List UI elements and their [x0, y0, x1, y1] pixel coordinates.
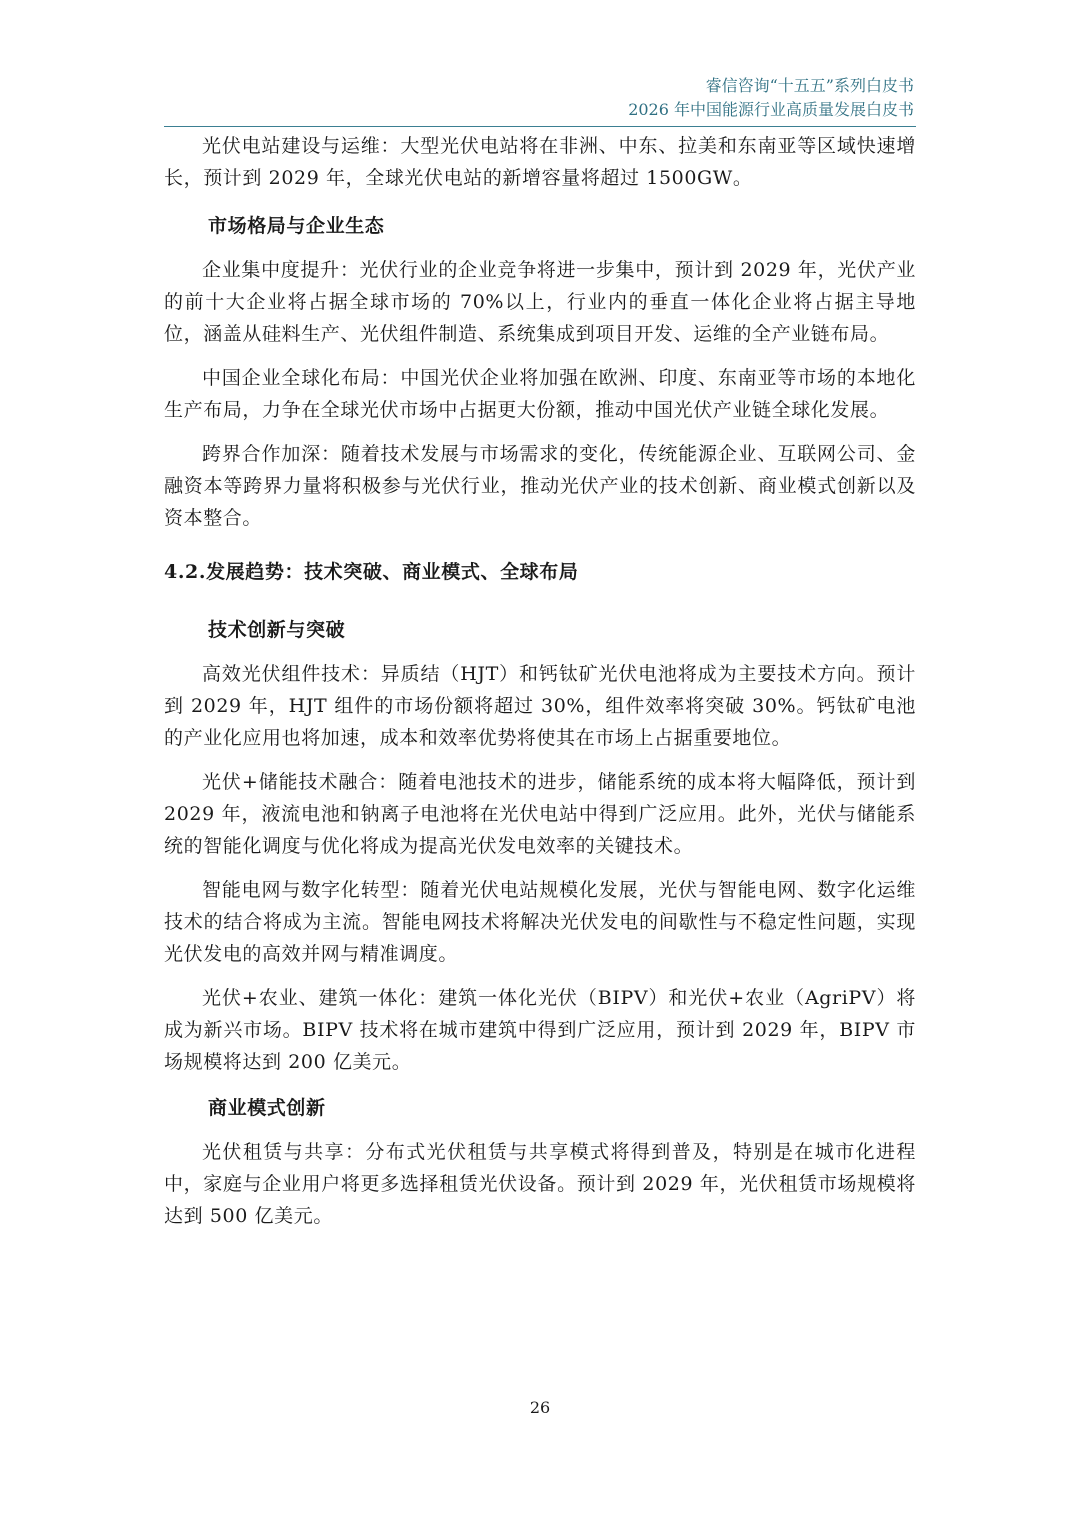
paragraph-bipv-agripv: 光伏+农业、建筑一体化：建筑一体化光伏（BIPV）和光伏+农业（AgriPV）将成为新兴市场。BIPV 技术将在城市建筑中得到广泛应用，预计到 2029 年，BIPV 市场规模将达到 200 亿美元。: [164, 987, 916, 1073]
paragraph-smart-grid: 智能电网与数字化转型：随着光伏电站规模化发展，光伏与智能电网、数字化运维技术的结合将成为主流。智能电网技术将解决光伏发电的间歇性与不稳定性问题，实现光伏发电的高效并网与精准调度。: [164, 879, 916, 965]
paragraph-pv-leasing: 光伏租赁与共享：分布式光伏租赁与共享模式将得到普及，特别是在城市化进程中，家庭与企业用户将更多选择租赁光伏设备。预计到 2029 年，光伏租赁市场规模将达到 500 亿美元。: [164, 1141, 916, 1227]
subheading-tech-innovation: 技术创新与突破: [208, 619, 346, 641]
running-header: [628, 74, 914, 122]
header-report-title: 2026 年中国能源行业高质量发展白皮书: [628, 100, 914, 119]
section-heading-4-2: 4.2.发展趋势：技术突破、商业模式、全球布局: [164, 561, 579, 583]
paragraph-pv-storage-fusion: 光伏+储能技术融合：随着电池技术的进步，储能系统的成本将大幅降低，预计到 2029 年，液流电池和钠离子电池将在光伏电站中得到广泛应用。此外，光伏与储能系统的智能化调度与优化将成为提高光伏发电效率的关键技术。: [164, 771, 916, 857]
header-series-title: 睿信咨询“十五五”系列白皮书: [705, 76, 914, 95]
page-body: [164, 130, 916, 1232]
paragraph-high-efficiency-modules: 高效光伏组件技术：异质结（HJT）和钙钛矿光伏电池将成为主要技术方向。预计到 2029 年，HJT 组件的市场份额将超过 30%，组件效率将突破 30%。钙钛矿电池的产业化应用也将加速，成本和效率优势将使其在市场上占据重要地位。: [164, 663, 916, 749]
paragraph-cross-industry-cooperation: 跨界合作加深：随着技术发展与市场需求的变化，传统能源企业、互联网公司、金融资本等跨界力量将积极参与光伏行业，推动光伏产业的技术创新、商业模式创新以及资本整合。: [164, 443, 916, 529]
subheading-market-landscape: 市场格局与企业生态: [208, 215, 385, 237]
header-divider: [164, 126, 916, 127]
page-number: 26: [529, 1398, 551, 1417]
subheading-business-model: 商业模式创新: [208, 1097, 326, 1119]
paragraph-pv-plant-construction: 光伏电站建设与运维：大型光伏电站将在非洲、中东、拉美和东南亚等区域快速增长，预计到 2029 年，全球光伏电站的新增容量将超过 1500GW。: [164, 135, 916, 189]
paragraph-industry-concentration: 企业集中度提升：光伏行业的企业竞争将进一步集中，预计到 2029 年，光伏产业的前十大企业将占据全球市场的 70%以上，行业内的垂直一体化企业将占据主导地位，涵盖从硅料生产、光伏组件制造、系统集成到项目开发、运维的全产业链布局。: [164, 259, 916, 345]
paragraph-china-globalization: 中国企业全球化布局：中国光伏企业将加强在欧洲、印度、东南亚等市场的本地化生产布局，力争在全球光伏市场中占据更大份额，推动中国光伏产业链全球化发展。: [164, 367, 916, 421]
